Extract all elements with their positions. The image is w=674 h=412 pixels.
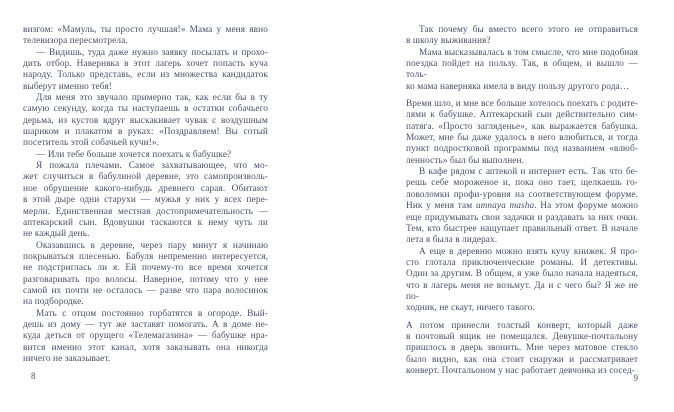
text-line: Мама высказывалась в том смысле, что мне подобная [419,47,638,58]
text-line: ничего не заказывает. [23,353,111,364]
text-line: не каждый день. [23,229,90,240]
text-line: в школу выживания? [406,36,491,47]
text-line: Оказавшись в деревне, через пару минут я начинаю [36,240,268,251]
text-line: конверт. Почтальоном у нас работает девчонка из сосед- [406,365,635,376]
text-line: ко мама наверняка имела в виду пользу другого рода… [406,81,630,92]
text-line: еще придумывать свои задачки и раздавать за них очки. [406,212,638,223]
text-line: патяга. «Просто загляденье», как выражается бабушка. [406,121,638,132]
text-line: не подстриглась ли я. Ей почему-то все время хочется [23,263,268,274]
text-line: было видно, как она стоит снаружи и рассматривает [406,354,638,365]
text-line: — Видишь, туда даже нужно заявку посылать и прохо- [36,47,268,58]
text-line: лета я была в лидерах. [406,235,498,246]
text-line: куда деться от орущего «Телемагазина» — бабушке нра- [23,331,268,342]
text-line: дить отбор. Наверняка в этот лагерь хочет попасть куча [23,59,268,70]
page-number-left: 8 [31,371,36,381]
text-line: Ник у меня там umnaya masha. На этом форуме можно [406,201,638,212]
text-line: лями к бабушке. Аптекарский сын действительно сим- [406,110,638,121]
text-line: сто глотала приключенческие романы. И детективы. [406,257,638,268]
text-line: пункт подростковой программы под названием «влюб- [406,144,638,155]
text-line: Так почему бы вместо всего этого не отправиться [419,25,638,35]
page-number-right: 9 [633,373,638,383]
text-line: дешь из дому — тут же заставят помогать. А в доме не- [23,319,268,330]
text-line: ное обрушение какого-нибудь древнего сарая. Обитают [23,183,268,194]
text-line: народу. Только представь, если из множества кандидаток [23,70,268,81]
text-line: мерли. Единственная местная достопримечательность — [23,206,268,217]
text-line: ходник, не скаут, ничего такого. [406,303,535,314]
text-line: В кафе рядом с аптекой и интернет есть. Так что бе- [419,167,638,178]
text-line: Может, мне бы даже удалось в него влюбиться, и тогда [406,133,638,144]
text-line: вится именно этот канал, хотя заказывать она никогда [23,342,268,353]
text-line: в этой дыре одни старухи — мужья у них у всех пере- [23,195,268,206]
text-line: А потом принесли толстый конверт, который даже [406,320,638,331]
text-line: выберут именно тебя! [23,81,112,92]
text-line: аптекарский сын. Вдовушки таскаются к нему чуть ли [23,217,268,228]
text-line: телевизора пересмотрела. [23,36,128,47]
text-line: Время шло, и мне все больше хотелось поехать с родите- [406,99,638,110]
text-line: жет случиться в бабулиной деревне, это самопроизволь- [23,172,268,183]
text-line: визгом: «Мамуль, ты просто лучшая!» Мама у меня явно [23,25,268,35]
text-line: посетитель этой собачьей кучи!». [23,138,160,149]
text-line: в почтовый ящик не помещался. Девушке-почтальону [406,331,638,342]
text-line: самой их почти не осталось — разве что пара волосинок [23,285,268,296]
text-line: поездка пойдет на пользу. Так, в общем, и вышло — толь- [406,59,638,81]
text-line: разговаривать про волосы. Наверное, потому что у нее [23,274,268,285]
text-line: Мать с отцом постоянно горбатятся в огороде. Вый- [36,308,268,319]
text-line: Для меня это звучало примерно так, как если бы в ту [36,93,268,104]
text-line: пришлось в дверь звонить. Мне через матовое стекло [406,343,638,354]
text-line: — Или тебе больше хочется поехать к бабушке? [36,149,232,160]
text-line: решь себе мороженое и, пока оно тает, щелкаешь го- [406,178,638,189]
page-left-text [23,25,268,365]
text-line: покрываться плесенью. Бабуля непременно интересуется, [23,251,268,262]
text-line: что в лагерь меня не возьмут. Да и с чего бы? Я же не по- [406,280,638,302]
text-line: самую секунду, когда ты наступаешь в остатки собачьего [23,104,268,115]
page-right-text [406,25,638,377]
text-line: ленность» был бы выполнен. [406,155,525,166]
text-line: А еще в деревню можно взять кучу книжек. Я про- [419,246,638,257]
text-line: Один за другим. В общем, я уже было начала надеяться, [406,269,638,280]
text-line: ловоломки профи-уровня на соответствующем форуме. [406,189,638,200]
text-line: на подбородке. [23,297,84,308]
text-line: Я пожала плечами. Самое захватывающее, что мо- [36,161,268,172]
text-line: шариком и плакатом в руках: «Поздравляем! Вы сотый [23,127,268,138]
text-line: дерьма, из кустов вдруг выскакивает чувак с воздушным [23,115,268,126]
text-line: Тем, кто быстрее нащупает правильный ответ. В начале [406,223,638,234]
